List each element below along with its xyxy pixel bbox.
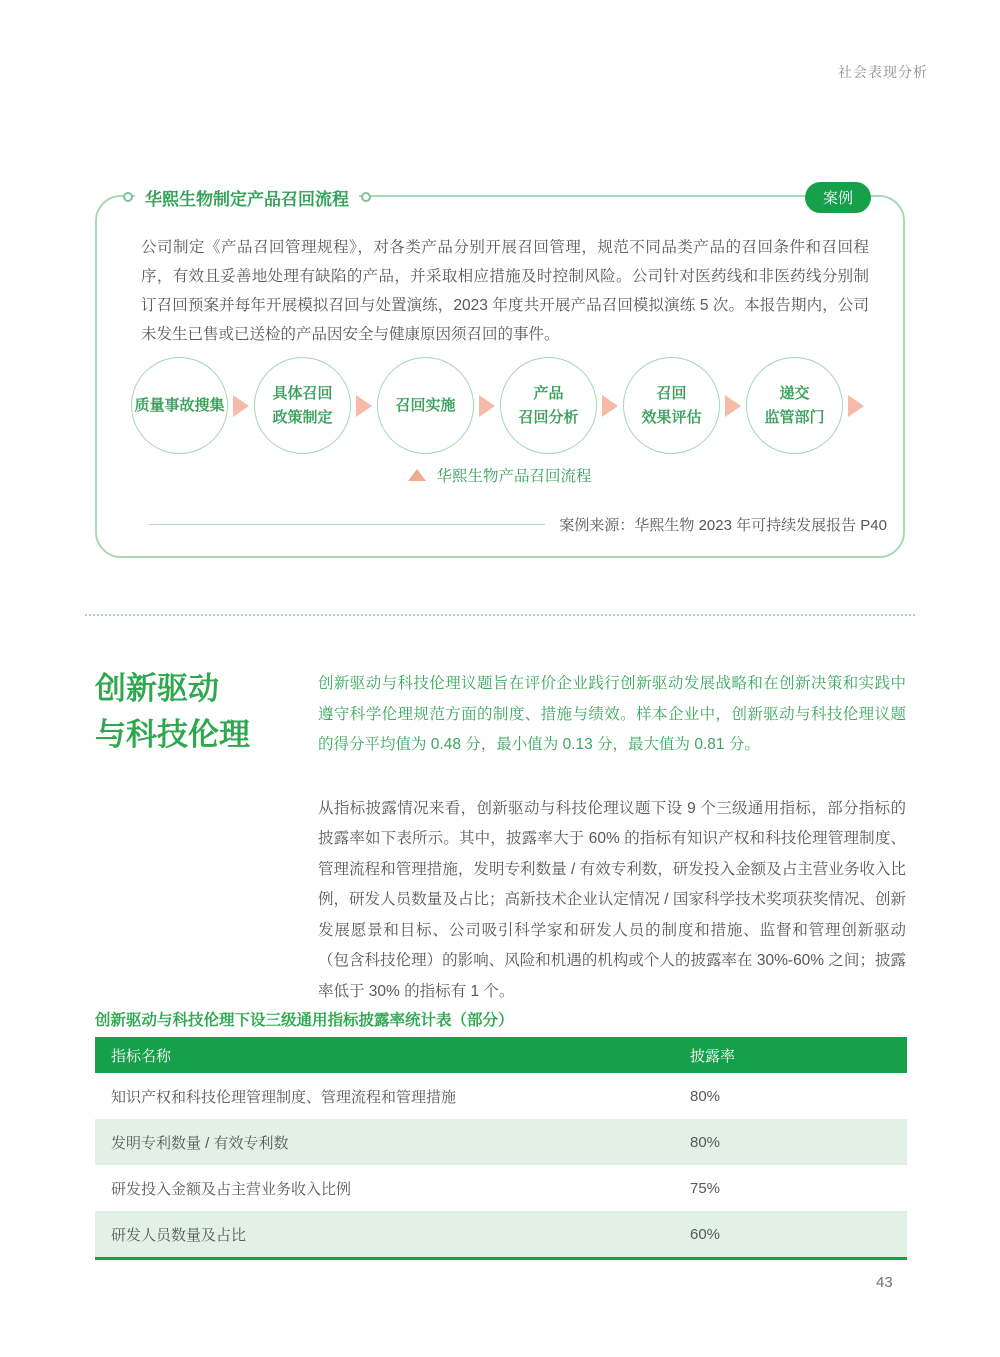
- flow-step-label: 政策制定: [272, 408, 333, 426]
- recall-flow-diagram: [97, 357, 903, 454]
- section-title-line2: 与科技伦理: [95, 717, 250, 752]
- flow-step-label: 产品: [533, 384, 564, 402]
- arrow-right-icon: [602, 395, 618, 417]
- case-title: 华熙生物制定产品召回流程: [135, 185, 359, 210]
- case-badge: 案例: [805, 182, 871, 213]
- flow-step-label: 递交: [779, 384, 810, 402]
- section-paragraph-2: 从指标披露情况来看，创新驱动与科技伦理议题下设 9 个三级通用指标，部分指标的披露率如下表所示。其中，披露率大于 60% 的指标有知识产权和科技伦理管理制度、管理流程和管理措施，发明专利数量 / 有效专利数，研发投入金额及占主营业务收入比例，研发人员数量及占比；高新技术企业认定情况 / 国家科学技术奖项获奖情况、创新发展愿景和目标、公司吸引科学家和研发人员的制度和措施、监督和管理创新驱动（包含科技伦理）的影响、风险和机遇的机构或个人的披露率在 30%-60% 之间；披露率低于 30% 的指标有 1 个。: [318, 799, 906, 1000]
- section-body: [318, 669, 906, 1007]
- page-header-label: 社会表现分析: [838, 64, 928, 80]
- indicator-name: 知识产权和科技伦理管理制度、管理流程和管理措施: [111, 1088, 457, 1106]
- indicator-rate: 75%: [690, 1179, 721, 1197]
- flow-step-label: 具体召回: [272, 384, 333, 402]
- flow-step-label: 召回实施: [395, 396, 456, 414]
- indicator-rate: 60%: [690, 1225, 721, 1243]
- table-header-row: [95, 1037, 907, 1073]
- indicator-name: 发明专利数量 / 有效专利数: [111, 1134, 289, 1152]
- triangle-marker-icon: [408, 469, 426, 481]
- case-box: [95, 189, 905, 558]
- flow-caption: [97, 464, 903, 486]
- flow-step-3: [377, 357, 474, 454]
- table-row: [95, 1073, 907, 1119]
- flow-step-4: [500, 357, 597, 454]
- indicator-rate: 80%: [690, 1133, 721, 1151]
- table-row: [95, 1211, 907, 1257]
- section-title: [95, 666, 315, 758]
- dashed-divider: [85, 614, 915, 616]
- case-source-text: 案例来源：华熙生物 2023 年可持续发展报告 P40: [559, 517, 887, 534]
- source-divider-line: [149, 524, 545, 525]
- arrow-right-icon: [725, 395, 741, 417]
- section-title-line1: 创新驱动: [95, 671, 219, 706]
- page-number: 43: [876, 1274, 893, 1291]
- indicator-rate: 80%: [690, 1087, 721, 1105]
- arrow-right-icon: [848, 395, 864, 417]
- table-row: [95, 1165, 907, 1211]
- arrow-right-icon: [356, 395, 372, 417]
- case-box-header: [97, 181, 903, 213]
- flow-step-6: [746, 357, 843, 454]
- flow-step-label: 质量事故搜集: [134, 396, 225, 414]
- table-title: 创新驱动与科技伦理下设三级通用指标披露率统计表（部分）: [95, 1012, 514, 1029]
- table-header-rate: 披露率: [690, 1047, 736, 1065]
- table-row: [95, 1119, 907, 1165]
- connector-dot-icon: [123, 192, 133, 202]
- flow-step-5: [623, 357, 720, 454]
- flow-step-2: [254, 357, 351, 454]
- flow-caption-text: 华熙生物产品召回流程: [436, 468, 592, 485]
- case-source: [97, 514, 903, 535]
- flow-step-1: [131, 357, 228, 454]
- flow-step-label: 监管部门: [764, 408, 825, 426]
- indicator-name: 研发人员数量及占比: [111, 1226, 247, 1244]
- flow-step-label: 召回: [656, 384, 687, 402]
- flow-step-label: 效果评估: [641, 408, 702, 426]
- connector-dot-icon: [361, 192, 371, 202]
- table-header-name: 指标名称: [111, 1047, 172, 1065]
- indicator-name: 研发投入金额及占主营业务收入比例: [111, 1180, 352, 1198]
- arrow-right-icon: [233, 395, 249, 417]
- case-body-text: 公司制定《产品召回管理规程》，对各类产品分别开展召回管理，规范不同品类产品的召回条件和召回程序，有效且妥善地处理有缺陷的产品，并采取相应措施及时控制风险。公司针对医药线和非医药线分别制订召回预案并每年开展模拟召回与处置演练，2023 年度共开展产品召回模拟演练 5 次。本报告期内，公司未发生已售或已送检的产品因安全与健康原因须召回的事件。: [141, 239, 869, 343]
- section-paragraph-1: 创新驱动与科技伦理议题旨在评价企业践行创新驱动发展战略和在创新决策和实践中遵守科学伦理规范方面的制度、措施与绩效。样本企业中，创新驱动与科技伦理议题的得分平均值为 0.48 分，最小值为 0.13 分，最大值为 0.81 分。: [318, 675, 906, 753]
- arrow-right-icon: [479, 395, 495, 417]
- flow-step-label: 召回分析: [518, 408, 579, 426]
- disclosure-table: [95, 1037, 907, 1260]
